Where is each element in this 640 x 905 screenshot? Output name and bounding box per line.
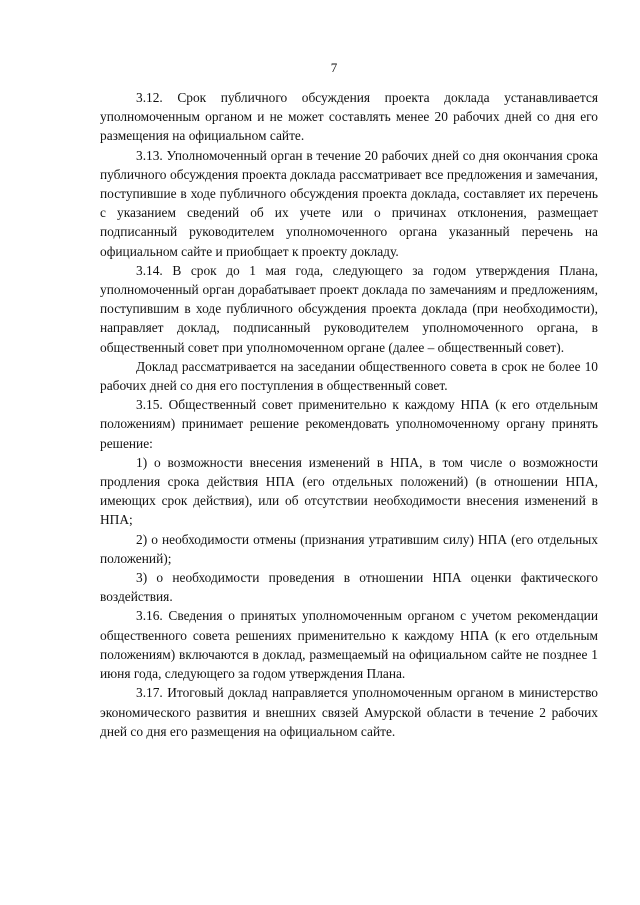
paragraph-3-17: 3.17. Итоговый доклад направляется уполномоченным органом в министерство экономического развития и внешних связей Амурской области в течение 2 рабочих дней со дня его размещения на официальном сайте. <box>100 685 598 739</box>
page-number: 7 <box>330 60 338 75</box>
paragraph-3-16: 3.16. Сведения о принятых уполномоченным органом с учетом рекомендации общественного совета решениях применительно к каждому НПА (к его отдельным положениям) включаются в доклад, размещаемый на официальном сайте не позднее 1 июня года, следующего за годом утверждения Плана. <box>100 608 598 682</box>
paragraph-report-review: Доклад рассматривается на заседании общественного совета в срок не более 10 рабочих дней со дня его поступления в общественный совет. <box>100 358 598 394</box>
paragraph-3-15: 3.15. Общественный совет применительно к каждому НПА (к его отдельным положениям) принимает решение рекомендовать уполномоченному органу принять решение: <box>100 397 598 451</box>
paragraph-3-14: 3.14. В срок до 1 мая года, следующего за годом утверждения Плана, уполномоченный орган дорабатывает проект доклада по замечаниям и предложениям, поступившим в ходе публичного обсуждения проекта доклада (при необходимости), направляет доклад, подписанный руководителем уполномоченного органа, в общественный совет при уполномоченном органе (далее – общественный совет). <box>100 262 598 355</box>
list-item-1: 1) о возможности внесения изменений в НПА, в том числе о возможности продления срока действия НПА (его отдельных положений) (в отношении НПА, имеющих срок действия), или об отсутствии необходимости внесения изменений в НПА; <box>100 454 598 528</box>
paragraph-3-13: 3.13. Уполномоченный орган в течение 20 рабочих дней со дня окончания срока публичного обсуждения проекта доклада рассматривает все предложения и замечания, поступившие в ходе публичного обсуждения проекта доклада, составляет их перечень с указанием сведений об их учете или о причинах отклонения, размещает подписанный руководителем уполномоченного органа указанный перечень на официальном сайте и приобщает к проекту докладу. <box>100 147 598 259</box>
list-item-3: 3) о необходимости проведения в отношении НПА оценки фактического воздействия. <box>100 570 598 605</box>
document-body <box>100 88 598 741</box>
paragraph-3-12: 3.12. Срок публичного обсуждения проекта доклада устанавливается уполномоченным органом и не может составлять менее 20 рабочих дней со дня его размещения на официальном сайте. <box>100 90 598 144</box>
list-item-2: 2) о необходимости отмены (признания утратившим силу) НПА (его отдельных положений); <box>100 531 598 566</box>
